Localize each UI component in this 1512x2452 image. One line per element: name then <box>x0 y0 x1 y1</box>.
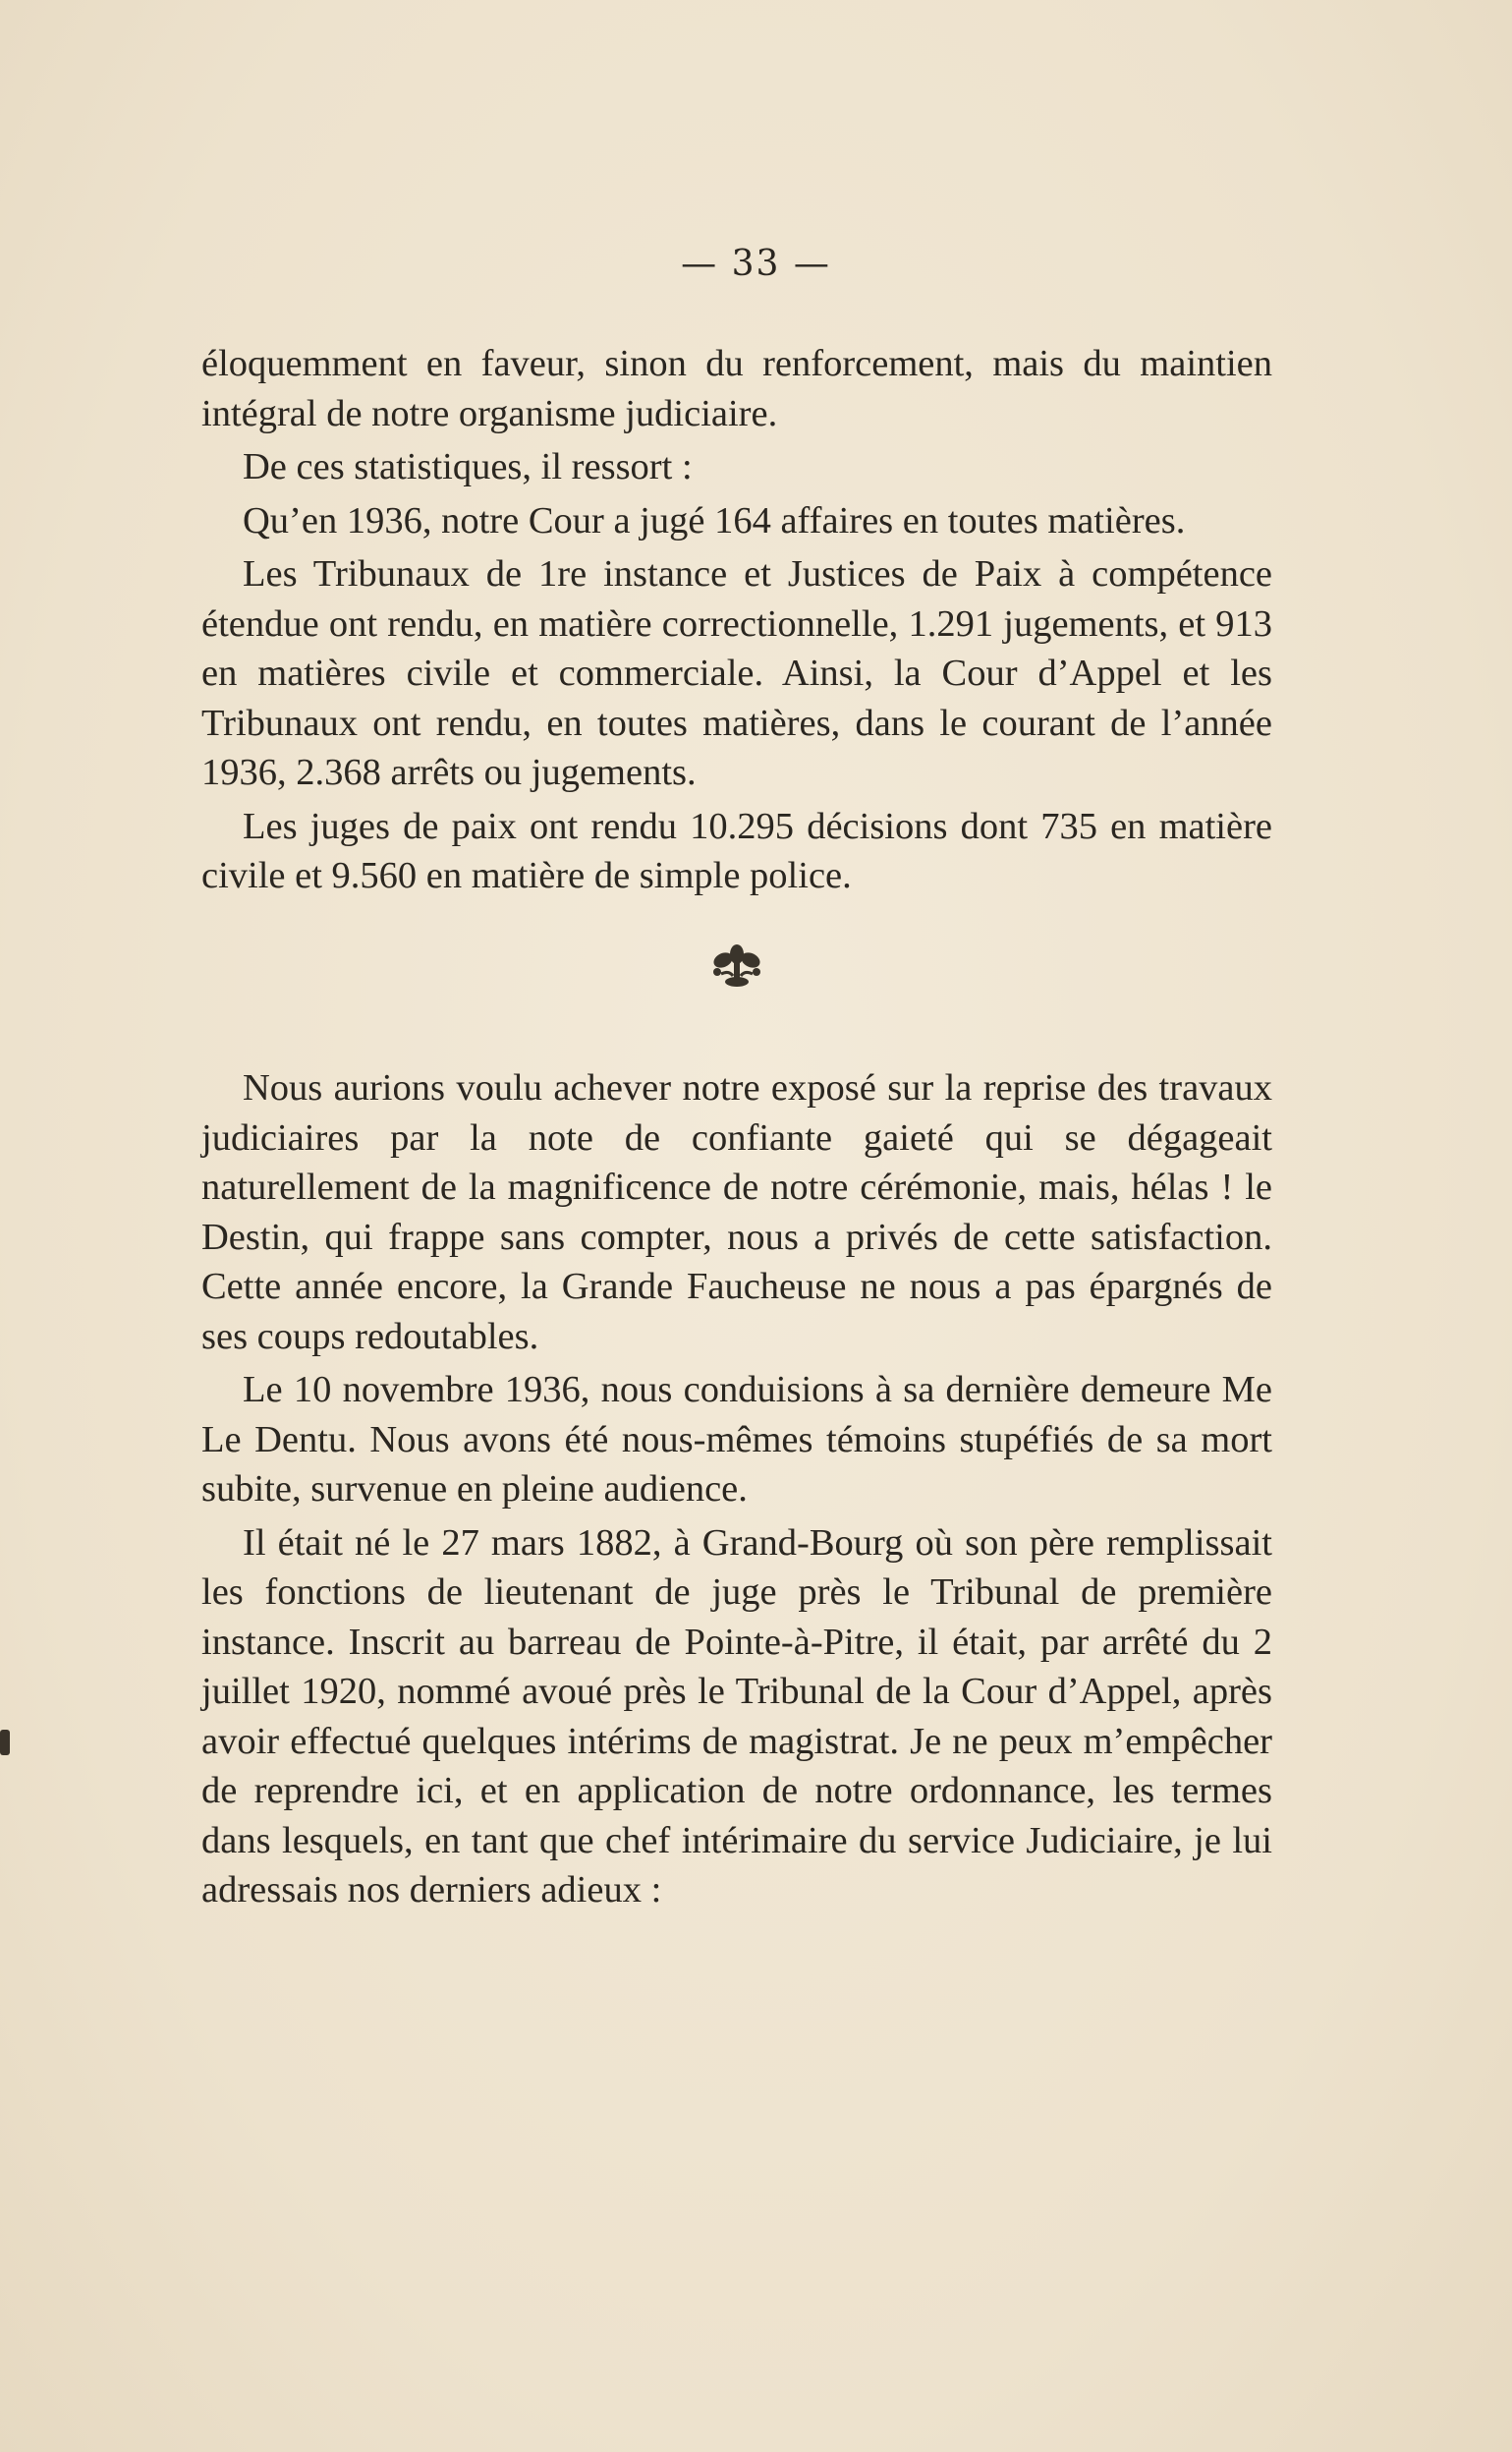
paragraph-5: Les juges de paix ont rendu 10.295 décisions dont 735 en matière civile et 9.560 en matière de simple police. <box>201 805 1272 896</box>
paragraph-4: Les Tribunaux de 1re instance et Justices de Paix à compétence étendue ont rendu, en matière correctionnelle, 1.291 jugements, et 913 en matières civile et commerciale. Ainsi, la Cour d’Appel et les Tribunaux ont rendu, en toutes matières, dans le courant de l’année 1936, 2.368 arrêts ou jugements. <box>201 553 1272 793</box>
body-text <box>201 339 1272 1915</box>
margin-mark <box>0 1730 10 1755</box>
paragraph-3: Qu’en 1936, notre Cour a jugé 164 affaires en toutes matières. <box>243 499 1186 542</box>
paragraph-6: Nous aurions voulu achever notre exposé sur la reprise des travaux judiciaires par la note de confiante gaieté qui se dégageait naturellement de la magnificence de notre cérémonie, mais, hélas ! le Destin, qui frappe sans compter, nous a privés de cette satisfaction. Cette année encore, la Grande Faucheuse ne nous a pas épargnés de ses coups redoutables. <box>201 1067 1272 1357</box>
paragraph-2: De ces statistiques, il ressort : <box>243 446 693 487</box>
paragraph-7: Le 10 novembre 1936, nous conduisions à sa dernière demeure Me Le Dentu. Nous avons été nous-mêmes témoins stupéfiés de sa mort subite, survenue en pleine audience. <box>201 1369 1272 1510</box>
fleuron-icon <box>707 941 766 992</box>
fleuron-ornament-icon <box>201 941 1272 1005</box>
paragraph-8: Il était né le 27 mars 1882, à Grand-Bourg où son père remplissait les fonctions de lieutenant de juge près le Tribunal de première instance. Inscrit au barreau de Pointe-à-Pitre, il était, par arrêté du 2 juillet 1920, nommé avoué près le Tribunal de la Cour d’Appel, après avoir effectué quelques intérims de magistrat. Je ne peux m’empêcher de reprendre ici, et en application de notre ordonnance, les termes dans lesquels, en tant que chef intérimaire du service Judiciaire, je lui adressais nos derniers adieux : <box>201 1521 1272 1910</box>
paragraph-1: éloquemment en faveur, sinon du renforcement, mais du maintien intégral de notre organisme judiciaire. <box>201 343 1272 434</box>
page-number: — 33 — <box>681 244 831 284</box>
